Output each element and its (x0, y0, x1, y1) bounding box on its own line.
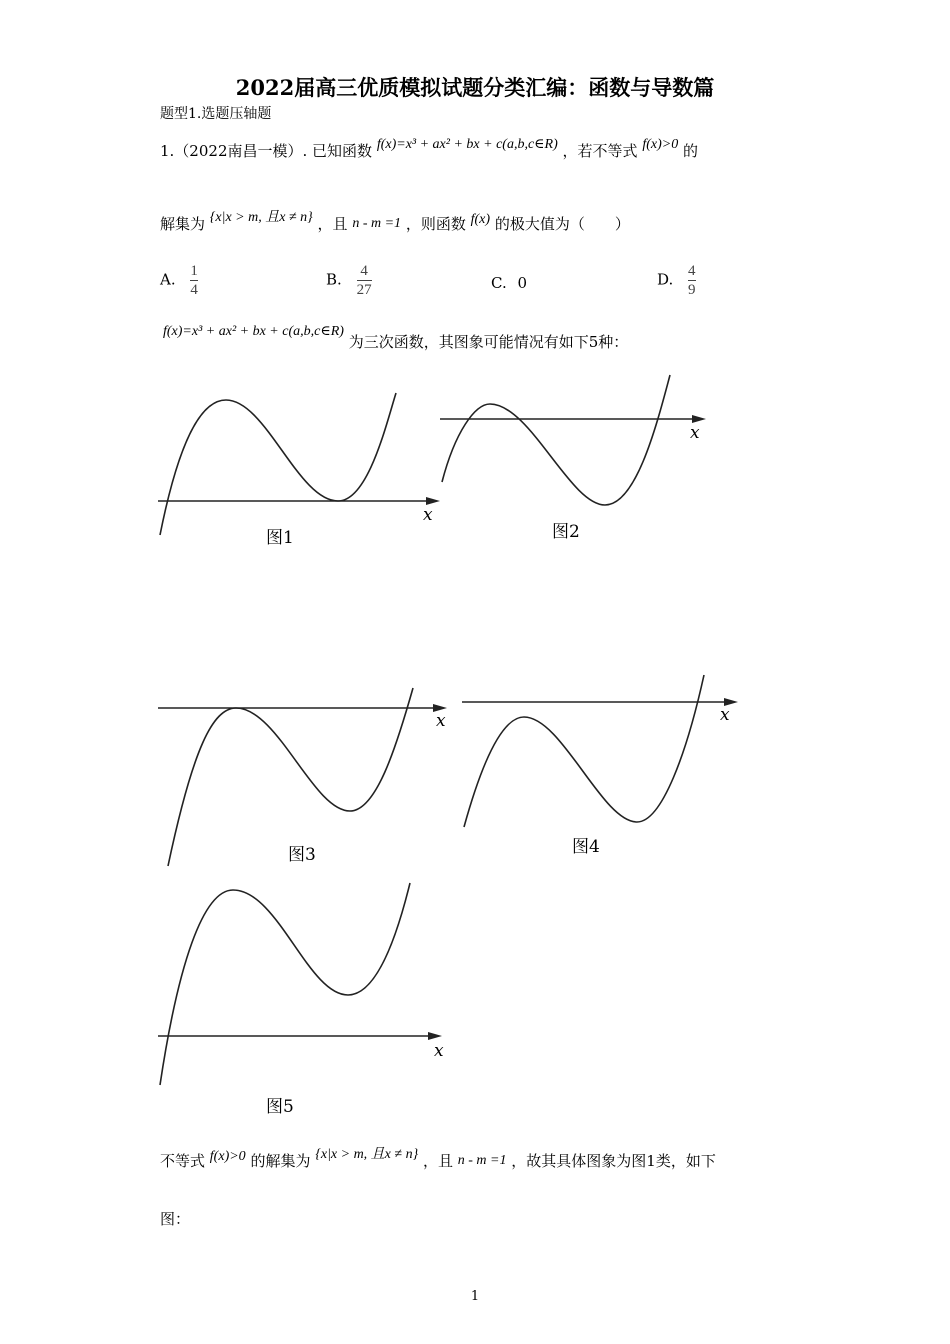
option-b-numerator: 4 (360, 263, 368, 279)
solution-line-1 (163, 323, 629, 351)
figure-4-label: 图4 (572, 837, 600, 857)
solution-function-definition: f(x)=x³ + ax² + bx + c(a,b,c∈R) (163, 324, 344, 339)
solution-inequality: f(x)>0 (209, 1149, 246, 1164)
cubic-curve (168, 688, 413, 866)
axis-label-x: x (423, 505, 433, 525)
cubic-curve (160, 393, 396, 535)
option-c (491, 274, 527, 292)
figure-4-graph (462, 672, 752, 862)
solution-set: {x|x > m, 且x ≠ n} (209, 210, 313, 225)
solution-set: {x|x > m, 且x ≠ n} (315, 1147, 419, 1162)
option-d-denominator: 9 (688, 282, 696, 298)
axis-label-x: x (690, 423, 700, 443)
figure-3-label: 图3 (288, 845, 316, 865)
solution-line2-mid: 的解集为 (250, 1152, 311, 1170)
question-line2-mid2: ，则函数 (405, 215, 466, 233)
question-suffix: 的 (682, 142, 698, 160)
page-number: 1 (470, 1289, 480, 1304)
figure-5-label: 图5 (266, 1097, 294, 1117)
solution-condition: n - m =1 (457, 1153, 507, 1168)
solution-line1-text: 为三次函数，其图象可能情况有如下5种： (348, 333, 629, 351)
function-definition: f(x)=x³ + ax² + bx + c(a,b,c∈R) (376, 137, 558, 152)
cubic-curve (442, 375, 670, 505)
question-line2-prefix: 解集为 (160, 215, 206, 233)
question-line2-mid: ，且 (317, 215, 348, 233)
axis-label-x: x (436, 711, 446, 731)
figure-5-graph (158, 880, 458, 1120)
option-d-fraction (688, 262, 696, 299)
question-line2-suffix: 的极大值为（ ） (494, 215, 630, 233)
cubic-curve (160, 883, 410, 1085)
question-prefix: 1.（2022南昌一模）. 已知函数 (160, 142, 373, 160)
function-symbol: f(x) (470, 212, 491, 227)
axis-arrow (426, 497, 440, 505)
option-a-numerator: 1 (190, 263, 198, 279)
figure-2-graph (440, 372, 720, 547)
option-b-fraction (357, 262, 372, 299)
solution-line2-prefix: 不等式 (160, 1152, 206, 1170)
condition: n - m =1 (352, 216, 402, 231)
option-c-label: C. (491, 274, 507, 292)
cubic-curve (464, 675, 704, 827)
axis-arrow (428, 1032, 442, 1040)
option-b-label: B. (326, 270, 342, 289)
option-a-fraction (190, 262, 198, 299)
page-title: 2022届高三优质模拟试题分类汇编：函数与导数篇 (235, 75, 715, 100)
option-d (657, 262, 696, 299)
question-line-1 (160, 137, 698, 161)
option-a-label: A. (160, 270, 176, 289)
option-a-denominator: 4 (190, 282, 198, 298)
axis-label-x: x (434, 1041, 444, 1061)
option-c-value: 0 (517, 274, 528, 292)
figure-2-label: 图2 (552, 522, 580, 542)
option-b (326, 262, 372, 299)
solution-line-3: 图： (160, 1210, 191, 1228)
option-d-label: D. (657, 270, 674, 289)
section-heading: 题型1.选题压轴题 (160, 106, 272, 122)
solution-line2-mid2: ，且 (422, 1152, 453, 1170)
question-line-2 (160, 210, 630, 234)
figure-1-graph (158, 385, 448, 555)
solution-line-2 (160, 1147, 716, 1171)
figure-3-graph (158, 688, 458, 868)
axis-label-x: x (720, 705, 730, 725)
option-b-denominator: 27 (356, 282, 372, 298)
figure-1-label: 图1 (266, 528, 294, 548)
solution-line2-suffix: ，故其具体图象为图1类，如下 (511, 1152, 716, 1170)
inequality: f(x)>0 (642, 137, 679, 152)
question-mid: ，若不等式 (562, 142, 638, 160)
option-a (160, 262, 198, 299)
option-d-numerator: 4 (688, 263, 696, 279)
axis-arrow (692, 415, 706, 423)
